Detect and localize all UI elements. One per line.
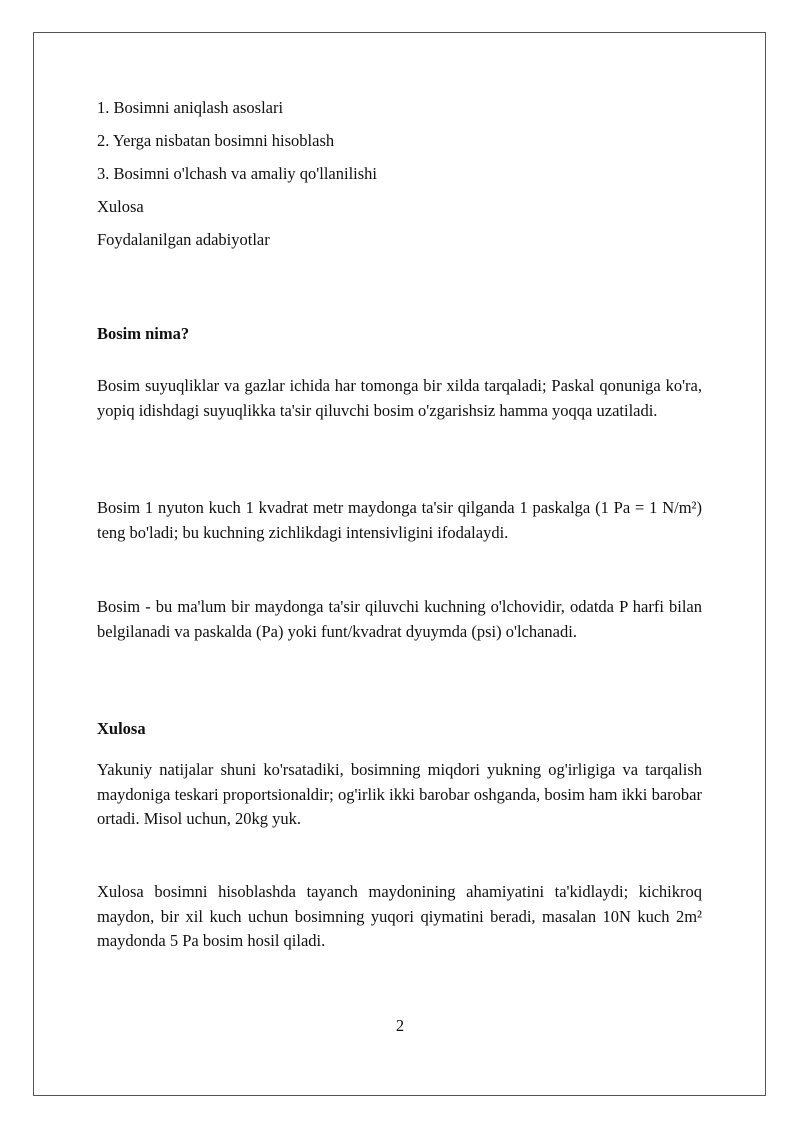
table-of-contents (97, 96, 702, 261)
paragraph: Bosim - bu ma'lum bir maydonga ta'sir qiluvchi kuchning o'lchovidir, odatda P harfi bilan belgilanadi va paskalda (Pa) yoki funt/kvadrat dyuymda (psi) o'lchanadi. (97, 597, 702, 641)
section-heading-bosim-nima: Bosim nima? (97, 324, 190, 343)
paragraph: Xulosa bosimni hisoblashda tayanch maydonining ahamiyatini ta'kidlaydi; kichikroq maydon, bir xil kuch uchun bosimning yuqori qiymatini beradi, masalan 10N kuch 2m² maydonda 5 Pa bosim hosil qiladi. (97, 882, 702, 950)
toc-item: 1. Bosimni aniqlash asoslari (97, 98, 284, 117)
toc-item: 3. Bosimni o'lchash va amaliy qo'llanilishi (97, 164, 378, 183)
paragraph: Yakuniy natijalar shuni ko'rsatadiki, bosimning miqdori yukning og'irligiga va tarqalish maydoniga teskari proportsionaldir; og'irlik ikki barobar oshganda, bosim ham ikki barobar ortadi. Misol uchun, 20kg yuk. (97, 760, 702, 828)
paragraph: Bosim 1 nyuton kuch 1 kvadrat metr maydonga ta'sir qilganda 1 paskalga (1 Pa = 1 N/m²) teng bo'ladi; bu kuchning zichlikdagi intensivligini ifodalaydi. (97, 498, 702, 542)
page-number: 2 (395, 1016, 405, 1035)
section-heading-xulosa: Xulosa (97, 719, 146, 738)
toc-item: Foydalanilgan adabiyotlar (97, 230, 270, 249)
toc-item: 2. Yerga nisbatan bosimni hisoblash (97, 131, 335, 150)
paragraph: Bosim suyuqliklar va gazlar ichida har tomonga bir xilda tarqaladi; Paskal qonuniga ko'ra, yopiq idishdagi suyuqlikka ta'sir qiluvchi bosim o'zgarishsiz hamma yoqqa uzatiladi. (97, 376, 702, 420)
toc-item: Xulosa (97, 197, 144, 216)
